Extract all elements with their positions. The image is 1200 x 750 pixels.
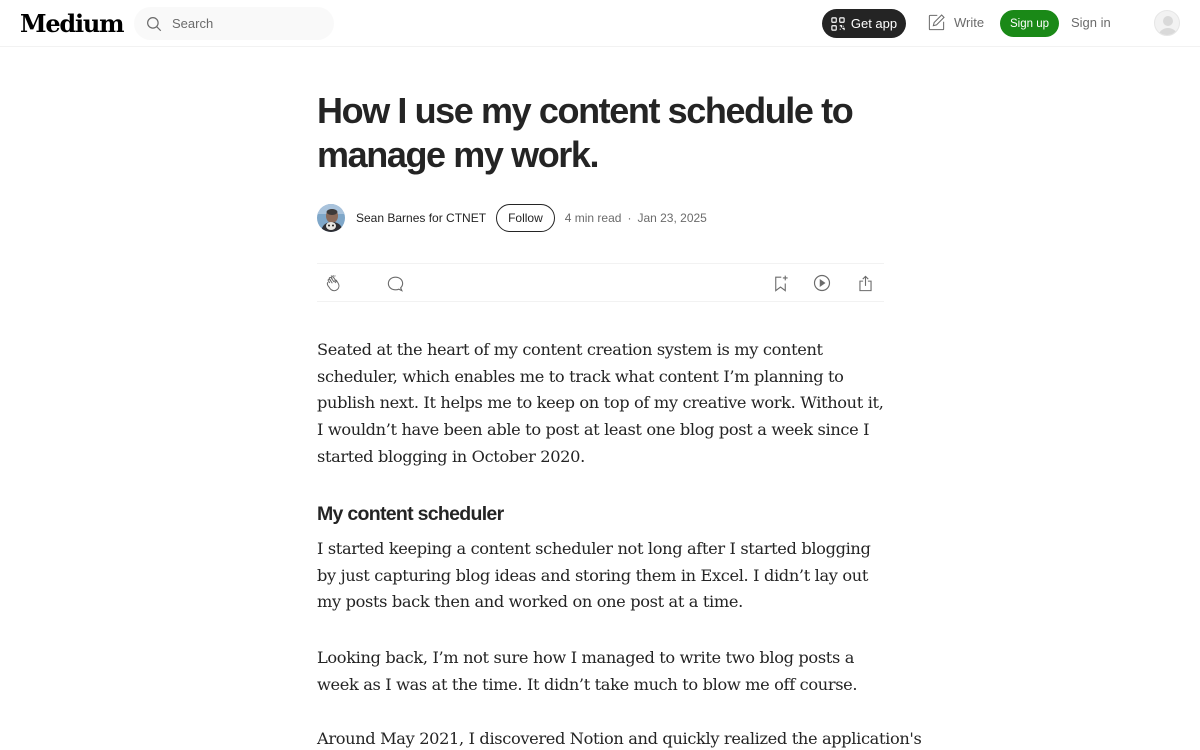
article-title: How I use my content schedule to manage my work. — [317, 90, 853, 175]
get-app-button[interactable] — [822, 9, 906, 38]
user-avatar-placeholder-icon — [1155, 11, 1180, 36]
follow-button[interactable]: Follow — [496, 204, 555, 232]
byline — [317, 204, 884, 232]
meta-separator: · — [627, 211, 632, 225]
pencil-square-icon — [927, 13, 946, 32]
share-button[interactable] — [855, 273, 875, 293]
article-action-bar — [317, 263, 884, 302]
clap-icon — [324, 273, 344, 293]
clap-button[interactable] — [324, 273, 344, 293]
bookmark-add-icon — [771, 274, 790, 293]
write-label: Write — [954, 15, 985, 30]
paragraph: I started keeping a content scheduler not long after I started blogging by just capturing blog ideas and storing them in Excel. I didn’t lay out my posts back then and worked on one post at a time. — [317, 539, 871, 612]
user-avatar[interactable] — [1154, 10, 1180, 36]
author-avatar[interactable] — [317, 204, 345, 232]
publish-date: Jan 23, 2025 — [637, 211, 707, 225]
sign-in-link[interactable]: Sign in — [1071, 15, 1111, 30]
author-name[interactable]: Sean Barnes for CTNET — [356, 211, 487, 225]
search-input[interactable] — [172, 16, 312, 31]
top-navigation-bar — [0, 0, 1200, 47]
search-icon — [145, 15, 163, 33]
author-photo — [317, 204, 345, 232]
qr-code-icon — [831, 17, 845, 31]
paragraph: Around May 2021, I discovered Notion and quickly realized the application's — [317, 729, 922, 748]
paragraph: Looking back, I’m not sure how I managed to write two blog posts a week as I was at the time. It didn’t take much to blow me off course. — [317, 648, 858, 694]
play-circle-icon — [812, 273, 832, 293]
section-heading: My content scheduler — [317, 503, 504, 525]
search-box[interactable] — [134, 7, 334, 40]
write-button[interactable] — [927, 13, 984, 32]
listen-button[interactable] — [812, 273, 832, 293]
medium-logo[interactable]: Medium — [20, 9, 124, 38]
paragraph: Seated at the heart of my content creation system is my content scheduler, which enables me to track what content I’m planning to publish next. It helps me to keep on top of my creative work. Without it, I wouldn’t have been able to post at least one blog post a week since I started blogging in October 2020. — [317, 340, 884, 466]
article-meta — [565, 211, 707, 225]
comment-icon — [386, 274, 405, 293]
comment-button[interactable] — [385, 273, 405, 293]
share-icon — [856, 274, 875, 293]
read-time: 4 min read — [564, 211, 622, 225]
sign-up-button[interactable]: Sign up — [1000, 10, 1059, 37]
get-app-label: Get app — [850, 16, 898, 31]
bookmark-button[interactable] — [770, 273, 790, 293]
